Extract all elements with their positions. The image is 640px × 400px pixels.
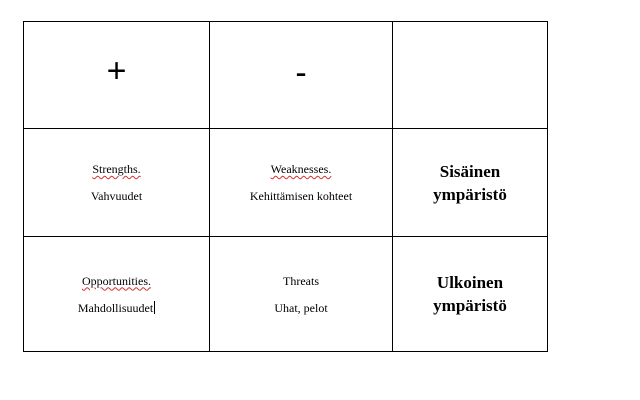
negative-header-cell[interactable] — [210, 22, 393, 129]
opportunities-label: Opportunities. — [82, 273, 151, 288]
empty-header-cell[interactable] — [393, 22, 548, 129]
strengths-finnish-label: Vahvuudet — [90, 189, 143, 203]
weaknesses-cell[interactable] — [210, 129, 393, 237]
positive-header-cell[interactable] — [24, 22, 210, 129]
internal-row — [24, 129, 548, 237]
strengths-cell[interactable] — [24, 129, 210, 237]
external-environment-line1: Ulkoinen — [436, 273, 504, 292]
text-cursor — [154, 301, 155, 314]
plus-sign: + — [106, 52, 127, 90]
opportunities-cell[interactable] — [24, 237, 210, 352]
opportunities-finnish-label: Mahdollisuudet — [77, 300, 154, 315]
minus-sign: - — [295, 54, 307, 92]
threats-label: Threats — [283, 273, 319, 288]
threats-finnish-label: Uhat, pelot — [274, 300, 328, 315]
weaknesses-label: Weaknesses. — [270, 162, 332, 176]
opportunities-finnish-wrapper — [78, 301, 155, 315]
threats-cell[interactable] — [210, 237, 393, 352]
internal-environment-cell[interactable] — [393, 129, 548, 237]
external-row — [24, 237, 548, 352]
internal-environment-line1: Sisäinen — [439, 161, 501, 181]
external-environment-cell[interactable] — [393, 237, 548, 352]
header-row — [24, 22, 548, 129]
swot-table — [23, 21, 548, 352]
weaknesses-finnish-label: Kehittämisen kohteet — [249, 189, 353, 203]
strengths-label: Strengths. — [92, 162, 141, 176]
external-environment-line2: ympäristö — [433, 296, 507, 315]
internal-environment-line2: ympäristö — [433, 184, 507, 204]
